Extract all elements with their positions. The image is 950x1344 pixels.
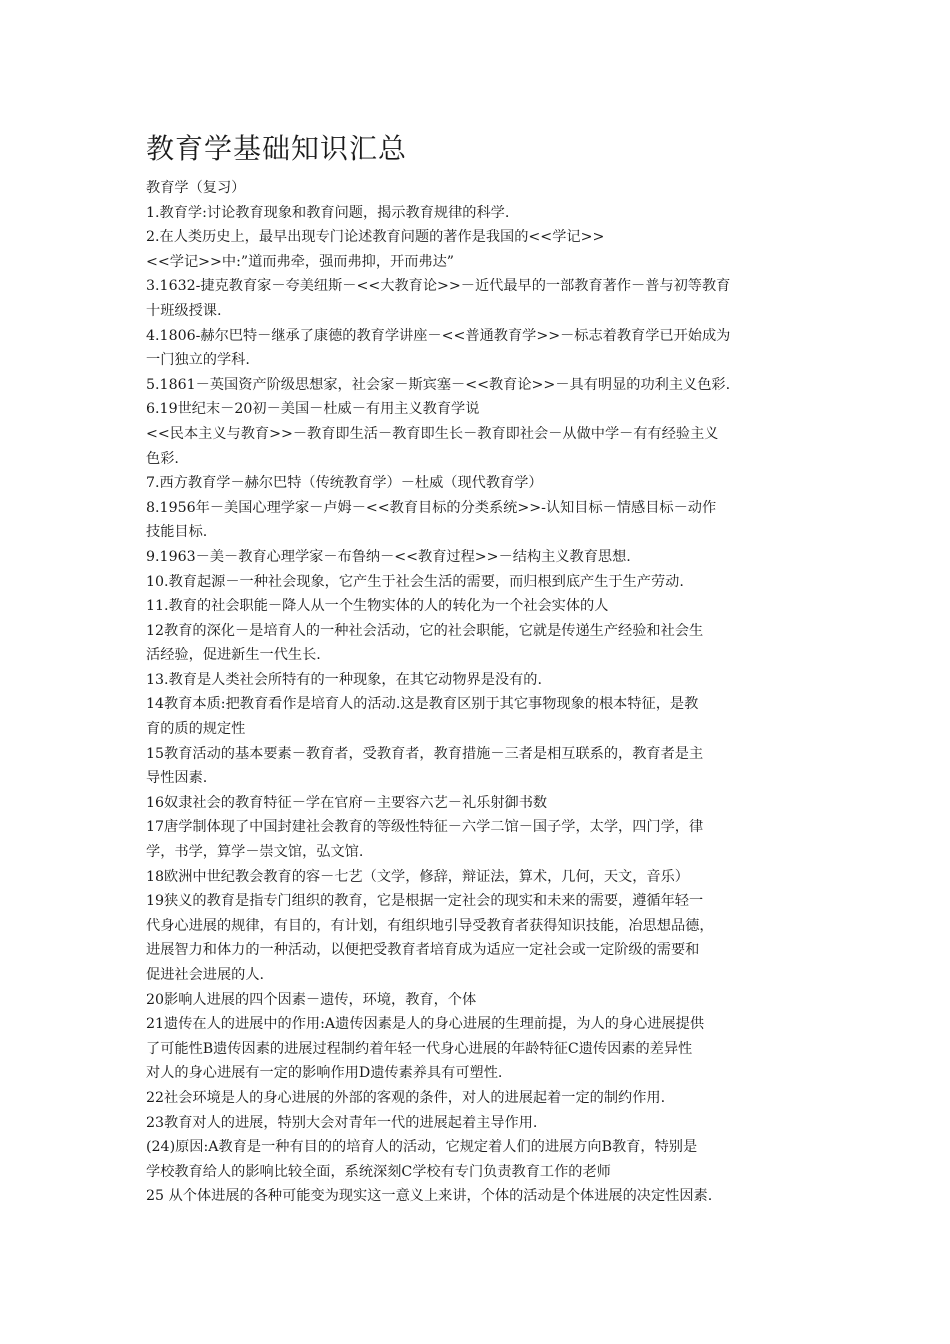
text-line: 7.西方教育学－赫尔巴特（传统教育学）－杜威（现代教育学） (146, 475, 543, 492)
text-line: 1.教育学:讨论教育现象和教育问题，揭示教育规律的科学. (146, 204, 510, 221)
text-line: 17唐学制体现了中国封建社会教育的等级性特征－六学二馆－国子学，太学，四门学，律 (146, 819, 704, 836)
text-line: 23教育对人的进展，特别大会对青年一代的进展起着主导作用. (146, 1114, 538, 1131)
text-line: <<学记>>中:”道而弗牵，强而弗抑，开而弗达” (146, 253, 455, 270)
text-line: 21遗传在人的进展中的作用:A遗传因素是人的身心进展的生理前提，为人的身心进展提供 (146, 1016, 705, 1033)
text-line: 11.教育的社会职能－降人从一个生物实体的人的转化为一个社会实体的人 (146, 598, 609, 615)
text-line: 色彩. (146, 450, 179, 467)
text-line: 13.教育是人类社会所特有的一种现象，在其它动物界是没有的. (146, 671, 542, 688)
text-line: 2.在人类历史上，最早出现专门论述教育问题的著作是我国的<<学记>> (146, 229, 605, 246)
text-line: 4.1806-赫尔巴特－继承了康德的教育学讲座－<<普通教育学>>－标志着教育学已开始成为 (146, 327, 731, 344)
text-line: 16奴隶社会的教育特征－学在官府－主要容六艺－礼乐射御书数 (146, 794, 548, 811)
text-line: 10.教育起源－一种社会现象，它产生于社会生活的需要，而归根到底产生于生产劳动. (146, 573, 684, 590)
text-line: 20影响人进展的四个因素－遗传，环境，教育，个体 (146, 991, 477, 1008)
text-line: 学，书学，算学－崇文馆，弘文馆. (146, 844, 364, 861)
text-line: 14教育本质:把教育看作是培育人的活动.这是教育区别于其它事物现象的根本特征，是教 (146, 696, 699, 713)
text-line: 技能目标. (146, 524, 208, 541)
document-body (146, 176, 814, 1209)
text-line: 22社会环境是人的身心进展的外部的客观的条件，对人的进展起着一定的制约作用. (146, 1089, 666, 1106)
text-line: 育的质的规定性 (146, 721, 246, 738)
text-line: 5.1861－英国资产阶级思想家，社会家－斯宾塞－<<教育论>>－具有明显的功利主义色彩. (146, 376, 731, 393)
text-line: 对人的身心进展有一定的影响作用D遗传素养具有可塑性. (146, 1065, 503, 1082)
text-line: 一门独立的学科. (146, 352, 250, 369)
text-line: 活经验，促进新生一代生长. (146, 647, 321, 664)
text-line: 6.19世纪末－20初－美国－杜威－有用主义教育学说 (146, 401, 480, 418)
text-line: 15教育活动的基本要素－教育者，受教育者，教育措施－三者是相互联系的，教育者是主 (146, 745, 704, 762)
text-line: 18欧洲中世纪教会教育的容－七艺（文学，修辞，辩证法，算术，几何，天文，音乐） (146, 868, 689, 885)
text-line: 学校教育给人的影响比较全面，系统深刻C学校有专门负责教育工作的老师 (146, 1163, 611, 1180)
text-line: 25 从个体进展的各种可能变为现实这一意义上来讲，个体的活动是个体进展的决定性因素. (146, 1188, 713, 1205)
text-line: 十班级授课. (146, 302, 222, 319)
text-line: 3.1632-捷克教育家－夸美纽斯－<<大教育论>>－近代最早的一部教育著作－普与初等教育 (146, 278, 731, 295)
text-line: 19狭义的教育是指专门组织的教育，它是根据一定社会的现实和未来的需要，遵循年轻一 (146, 893, 704, 910)
text-line: <<民本主义与教育>>－教育即生活－教育即生长－教育即社会－从做中学－有有经验主义 (146, 425, 719, 442)
text-line: 8.1956年－美国心理学家－卢姆－<<教育目标的分类系统>>-认知目标－情感目标－动作 (146, 499, 717, 516)
document-title: 教育学基础知识汇总 (146, 132, 408, 165)
text-line: 教育学（复习） (146, 180, 246, 196)
text-line: (24)原因:A教育是一种有目的的培育人的活动，它规定着人们的进展方向B教育，特别是 (146, 1139, 698, 1156)
text-line: 12教育的深化－是培育人的一种社会活动，它的社会职能，它就是传递生产经验和社会生 (146, 622, 704, 639)
text-line: 了可能性B遗传因素的进展过程制约着年轻一代身心进展的年龄特征C遗传因素的差异性 (146, 1040, 693, 1057)
text-line: 导性因素. (146, 770, 208, 787)
text-line: 促进社会进展的人. (146, 967, 265, 983)
text-line: 9.1963－美－教育心理学家－布鲁纳－<<教育过程>>－结构主义教育思想. (146, 548, 631, 565)
text-line: 进展智力和体力的一种活动，以便把受教育者培育成为适应一定社会或一定阶级的需要和 (146, 942, 700, 959)
text-line: 代身心进展的规律，有目的，有计划，有组织地引导受教育者获得知识技能，冶思想品德， (146, 917, 714, 934)
